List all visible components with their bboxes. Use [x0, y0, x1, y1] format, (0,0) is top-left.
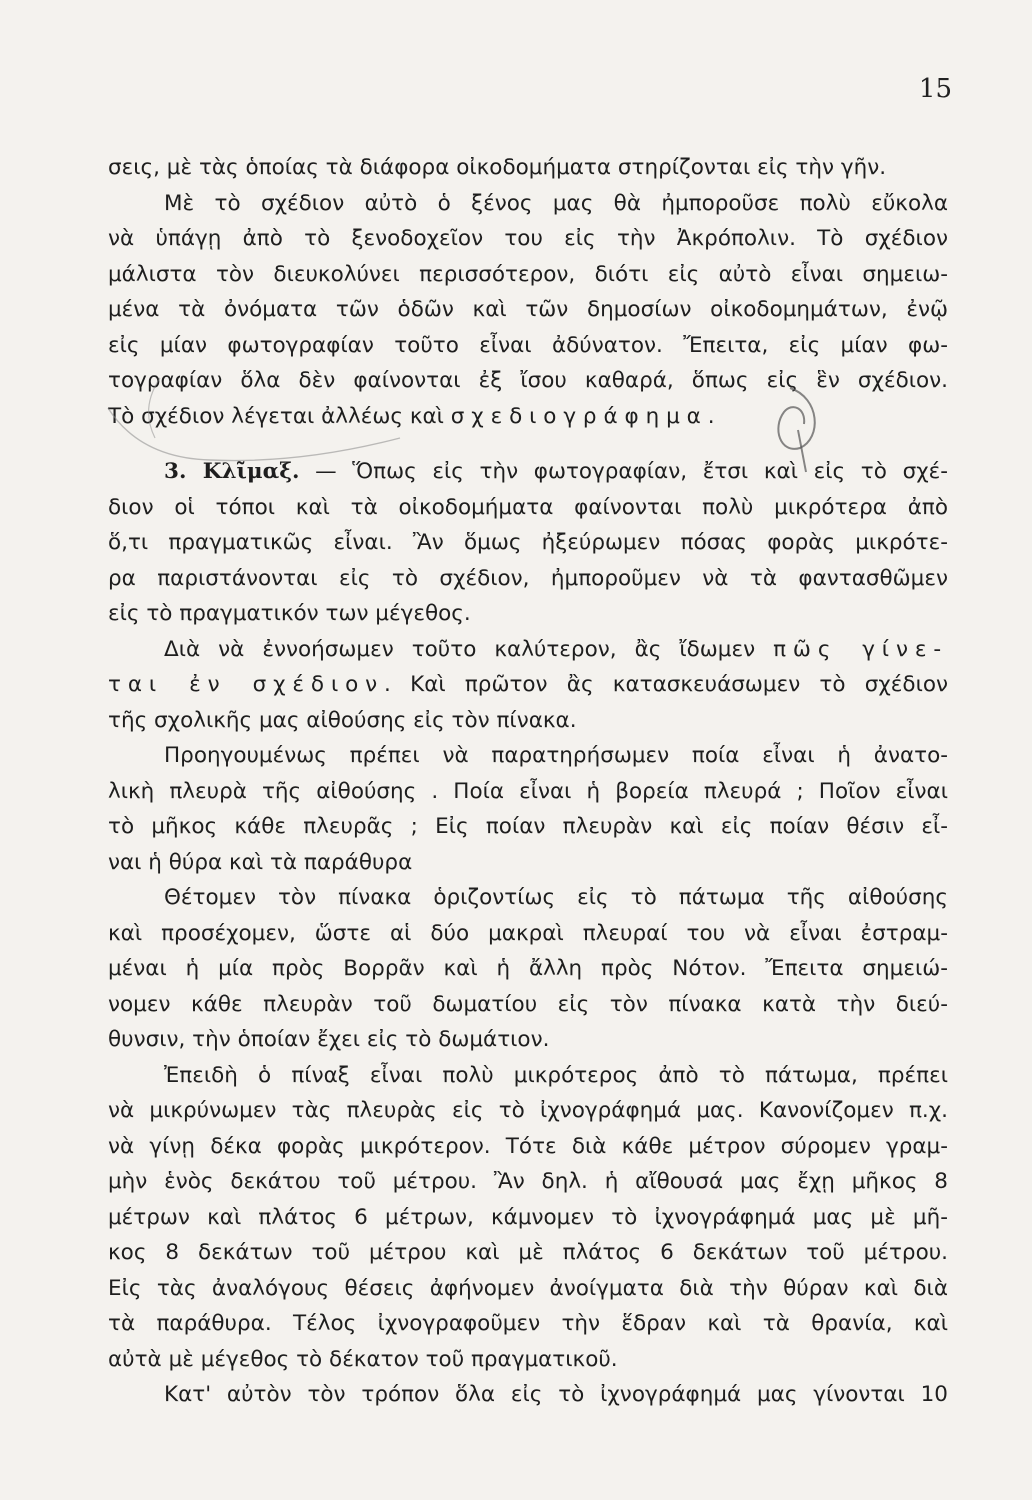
text-line: τὸ μῆκος κάθε πλευρᾶς ; Εἰς ποίαν πλευρὰν καὶ εἰς ποίαν θέσιν εἶ-	[108, 814, 948, 839]
spaced-term: ται ἐν σχέδιον	[108, 672, 385, 697]
text-line: τὰ παράθυρα. Τέλος ἰχνογραφοῦμεν τὴν ἕδραν καὶ τὰ θρανία, καὶ	[108, 1311, 948, 1336]
text-line: καὶ προσέχομεν, ὥστε αἱ δύο μακραὶ πλευραί του νὰ εἶναι ἐστραμ-	[108, 920, 948, 946]
text-run: .	[707, 403, 715, 429]
text-line: Προηγουμένως πρέπει νὰ παρατηρήσωμεν ποία εἶναι ἡ ἀνατο-	[164, 743, 948, 768]
text-line: νὰ γίνῃ δέκα φορὰς μικρότερον. Τότε διὰ κάθε μέτρον σύρομεν γραμ-	[108, 1133, 948, 1159]
text-line: ναι ἡ θύρα καὶ τὰ παράθυρα	[108, 849, 413, 875]
text-line: κος 8 δεκάτων τοῦ μέτρου καὶ μὲ πλάτος 6 δεκάτων τοῦ μέτρου.	[108, 1240, 948, 1265]
text-run: Διὰ νὰ ἐννοήσωμεν τοῦτο καλύτερον, ἂς ἴδωμεν	[164, 636, 774, 662]
text-line: μέτρων καὶ πλάτος 6 μέτρων, κάμνομεν τὸ ἰχνογράφημά μας μὲ μῆ-	[108, 1204, 948, 1230]
text-line: διον οἱ τόποι καὶ τὰ οἰκοδομήματα φαίνονται πολὺ μικρότερα ἀπὸ	[108, 494, 948, 520]
text-line: Κατ' αὐτὸν τὸν τρόπον ὅλα εἰς τὸ ἰχνογράφημά μας γίνονται 10	[164, 1382, 948, 1407]
text-line: μένα τὰ ὀνόματα τῶν ὁδῶν καὶ τῶν δημοσίων οἰκοδομημάτων, ἐνῷ	[108, 297, 948, 322]
text-line	[108, 632, 948, 668]
text-line: Θέτομεν τὸν πίνακα ὁριζοντίως εἰς τὸ πάτωμα τῆς αἰθούσης	[164, 885, 948, 910]
text-line: λικὴ πλευρὰ τῆς αἰθούσης . Ποία εἶναι ἡ βορεία πλευρά ; Ποῖον εἶναι	[108, 778, 948, 804]
page-number: 15	[918, 74, 952, 104]
text-line: μέναι ἡ μία πρὸς Βορρᾶν καὶ ἡ ἄλλη πρὸς Νότον. Ἔπειτα σημειώ-	[108, 956, 948, 981]
text-line: νὰ ὑπάγῃ ἀπὸ τὸ ξενοδοχεῖον του εἰς τὴν Ἀκρόπολιν. Τὸ σχέδιον	[108, 226, 948, 251]
text-line	[108, 399, 948, 435]
text-line: μὴν ἑνὸς δεκάτου τοῦ μέτρου. Ἂν δηλ. ἡ αἴθουσά μας ἔχῃ μῆκος 8	[108, 1169, 948, 1194]
text-line	[108, 667, 948, 703]
spaced-term: σχεδιογράφημα	[450, 403, 708, 429]
text-line: νομεν κάθε πλευρὰν τοῦ δωματίου εἰς τὸν πίνακα κατὰ τὴν διεύ-	[108, 991, 948, 1017]
text-line: εἰς τὸ πραγματικόν των μέγεθος.	[108, 601, 471, 626]
text-line: ρα παριστάνονται εἰς τὸ σχέδιον, ἠμποροῦμεν νὰ τὰ φαντασθῶμεν	[108, 565, 948, 591]
text-line: Μὲ τὸ σχέδιον αὐτὸ ὁ ξένος μας θὰ ἠμποροῦσε πολὺ εὔκολα	[164, 190, 948, 216]
text-line: τῆς σχολικῆς μας αἰθούσης εἰς τὸν πίνακα.	[108, 707, 577, 733]
section-heading: 3. Κλῖμαξ.	[164, 459, 300, 484]
text-line: τογραφίαν ὅλα δὲν φαίνονται ἐξ ἴσου καθαρά, ὅπως εἰς ἓν σχέδιον.	[108, 368, 948, 393]
text-run: Τὸ σχέδιον λέγεται ἀλλέως καὶ	[108, 403, 451, 429]
text-line: Εἰς τὰς ἀναλόγους θέσεις ἀφήνομεν ἀνοίγματα διὰ τὴν θύραν καὶ διὰ	[108, 1275, 948, 1301]
text-line: εἰς μίαν φωτογραφίαν τοῦτο εἶναι ἀδύνατον. Ἔπειτα, εἰς μίαν φω-	[108, 332, 948, 358]
text-line: αὐτὰ μὲ μέγεθος τὸ δέκατον τοῦ πραγματικοῦ.	[108, 1346, 618, 1372]
text-line: Ἐπειδὴ ὁ πίναξ εἶναι πολὺ μικρότερος ἀπὸ τὸ πάτωμα, πρέπει	[164, 1062, 948, 1088]
text-run: — Ὅπως εἰς τὴν φωτογραφίαν, ἔτσι καὶ εἰς τὸ σχέ-	[299, 459, 948, 484]
spaced-term: πῶς γίνε-	[773, 636, 948, 662]
text-run: . Καὶ πρῶτον ἂς κατασκευάσωμεν τὸ σχέδιον	[384, 672, 948, 697]
text-line: ὅ,τι πραγματικῶς εἶναι. Ἂν ὅμως ἠξεύρωμεν πόσας φορὰς μικρότε-	[108, 530, 948, 555]
text-line: θυνσιν, τὴν ὁποίαν ἔχει εἰς τὸ δωμάτιον.	[108, 1027, 550, 1052]
text-line: μάλιστα τὸν διευκολύνει περισσότερον, διότι εἰς αὐτὸ εἶναι σημειω-	[108, 261, 948, 287]
text-line: σεις, μὲ τὰς ὁποίας τὰ διάφορα οἰκοδομήματα στηρίζονται εἰς τὴν γῆν.	[108, 155, 887, 180]
text-line: νὰ μικρύνωμεν τὰς πλευρὰς εἰς τὸ ἰχνογράφημά μας. Κανονίζομεν π.χ.	[108, 1098, 948, 1123]
section-heading-line	[108, 454, 948, 490]
page-body	[108, 150, 948, 1413]
